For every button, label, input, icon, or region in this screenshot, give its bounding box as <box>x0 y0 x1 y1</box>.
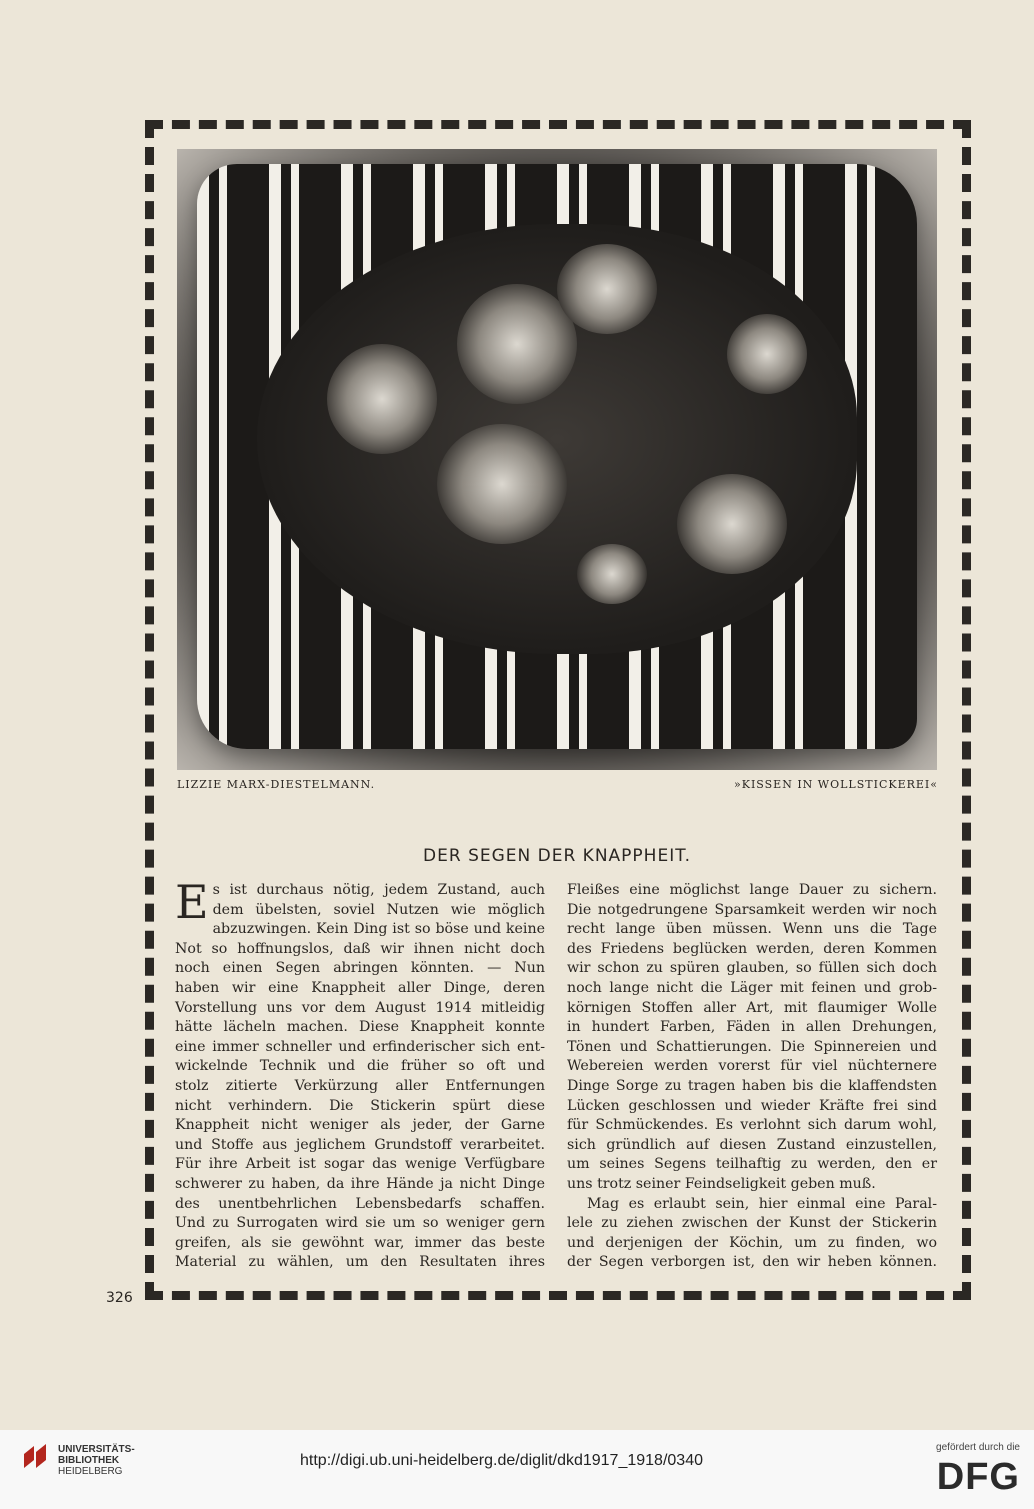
dfg-logo: DFG <box>936 1456 1020 1498</box>
text-line: dem übelsten, soviel Nutzen wie möglich <box>212 901 545 918</box>
flower-mark <box>577 544 647 604</box>
flower-mark <box>437 424 567 544</box>
text-line: sich gründlich auf diesen Zustand einzustellen, <box>567 1136 937 1153</box>
text-line: recht lange üben müssen. Wenn uns die Tage <box>567 921 937 938</box>
text-line: wir schon zu spüren glauben, so füllen sich doch <box>567 960 937 977</box>
text-line: Dinge Sorge zu tragen haben bis die klaffendsten <box>567 1077 937 1094</box>
text-line: wickelnde Technik und die früher so oft und <box>175 1058 545 1075</box>
text-line: Fleißes eine möglichst lange Dauer zu sichern. <box>567 882 937 898</box>
text-line: für Schmückendes. Es verlohnt sich darum wohl, <box>567 1117 937 1134</box>
university-library-logo-icon <box>20 1442 50 1472</box>
library-name-line: HEIDELBERG <box>58 1466 123 1477</box>
text-line: s ist durchaus nötig, jedem Zustand, auch <box>212 882 545 898</box>
text-line: noch lange nicht die Läger mit feinen und grob- <box>567 979 937 996</box>
text-line: Vorstellung uns vor dem August 1914 mitleidig <box>175 999 545 1016</box>
photo-caption-title: »KISSEN IN WOLLSTICKEREI« <box>734 778 938 791</box>
photo-caption-artist: LIZZIE MARX-DIESTELMANN. <box>177 778 376 791</box>
flower-mark <box>327 344 437 454</box>
text-line: Die notgedrungene Sparsamkeit werden wir noch <box>567 901 937 918</box>
text-line: Lücken geschlossen und wieder Kräfte frei sind <box>567 1097 937 1114</box>
text-line: in hundert Farben, Fäden in allen Drehungen, <box>567 1019 937 1036</box>
text-line: stolz zitierte Verkürzung aller Entfernungen <box>175 1077 545 1094</box>
text-line: greifen, als sie gewöhnt war, immer das beste <box>175 1234 545 1251</box>
striped-pillow <box>197 164 917 749</box>
article-title: DER SEGEN DER KNAPPHEIT. <box>423 846 691 866</box>
text-line: des unentbehrlichen Lebensbedarfs schaffen. <box>175 1195 545 1212</box>
article-column-right <box>567 881 937 1273</box>
text-line: Knappheit nicht weniger als jeder, der Garne <box>175 1117 545 1134</box>
text-line: körnigen Stoffen aller Art, mit flaumiger Wolle <box>567 999 937 1016</box>
text-line: abzuzwingen. Kein Ding ist so böse und keine <box>212 921 545 938</box>
page-number: 326 <box>106 1290 133 1306</box>
text-line: noch einen Segen abringen könnten. — Nun <box>175 960 545 977</box>
text-line: nicht verhindern. Die Stickerin spürt diese <box>175 1097 545 1114</box>
text-line: eine immer schneller und erfinderischer sich ent- <box>175 1038 545 1055</box>
text-line: haben wir eine Knappheit aller Dinge, deren <box>175 979 545 996</box>
library-name-line: BIBLIOTHEK <box>58 1455 120 1466</box>
flower-mark <box>557 244 657 334</box>
flower-mark <box>677 474 787 574</box>
text-line: um seines Segens teilhaftig zu werden, den er <box>567 1156 937 1173</box>
drop-capital: E <box>175 875 209 929</box>
article-column-left <box>175 875 545 1273</box>
pillow-photograph <box>177 149 937 770</box>
text-line: lele zu ziehen zwischen der Kunst der Stickerin <box>567 1215 937 1232</box>
text-line: hätte lächeln machen. Diese Knappheit konnte <box>175 1019 545 1036</box>
flower-mark <box>727 314 807 394</box>
text-line: uns trotz seiner Feindseligkeit geben muß. <box>567 1175 876 1192</box>
library-name <box>58 1444 135 1477</box>
text-line: Not so hoffnungslos, daß wir ihnen nicht doch <box>175 940 545 957</box>
text-line: Mag es erlaubt sein, hier einmal eine Paral- <box>587 1195 937 1212</box>
text-line: und derjenigen der Köchin, um zu finden, wo <box>567 1234 937 1251</box>
text-line: Tönen und Schattierungen. Die Spinnereien und <box>567 1038 937 1055</box>
embroidered-flowers <box>257 224 857 654</box>
text-line: des Friedens beglücken werden, deren Kommen <box>567 940 937 957</box>
text-line: der Segen verborgen ist, den wir heben können. <box>567 1254 937 1271</box>
text-line: und Stoffe aus jeglichem Grundstoff verarbeitet. <box>175 1136 545 1153</box>
digitization-footer <box>0 1430 1034 1509</box>
text-line: Material zu wählen, um den Resultaten ihres <box>175 1254 545 1271</box>
text-line: Und zu Surrogaten wird sie um so weniger gern <box>175 1215 545 1232</box>
text-line: Webereien werden vorerst für viel nüchternere <box>567 1058 937 1075</box>
text-line: schwerer zu haben, da ihre Hände ja nicht Dinge <box>175 1175 545 1192</box>
text-line: Für ihre Arbeit ist sogar das wenige Verfügbare <box>175 1156 545 1173</box>
funding-text: gefördert durch die <box>936 1442 1020 1453</box>
library-name-line: UNIVERSITÄTS- <box>58 1444 135 1455</box>
source-url-link[interactable]: http://digi.ub.uni-heidelberg.de/diglit/dkd1917_1918/0340 <box>300 1452 703 1469</box>
